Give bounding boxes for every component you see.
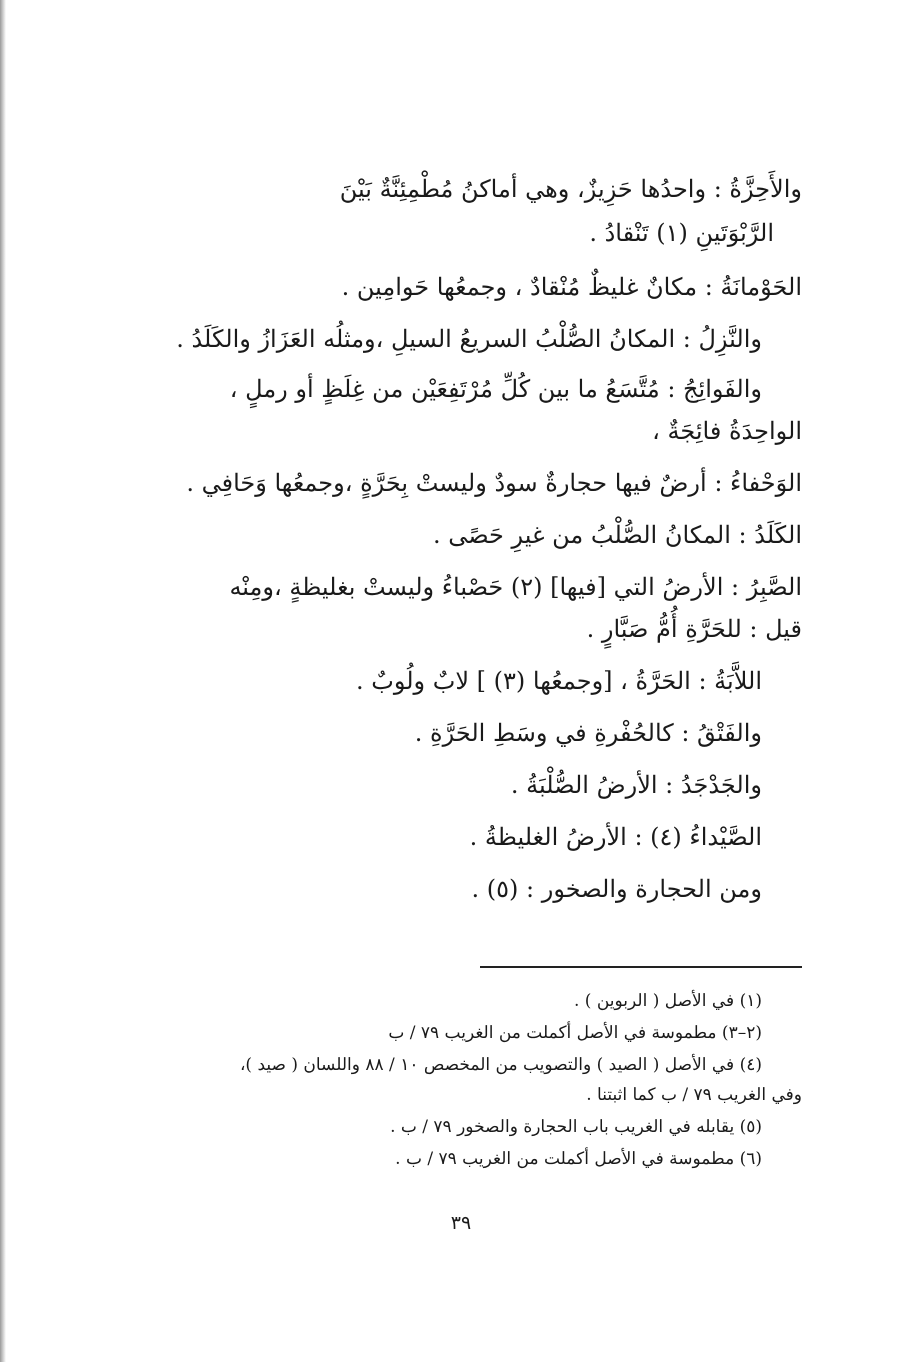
text-line: والأَحِزَّةُ : واحدُها حَزِيزٌ، وهي أماكنُ مُطْمِئِنَّةٌ بَيْنَ [339, 175, 802, 203]
footnote: (٥) يقابله في الغريب باب الحجارة والصخور ٧٩ / ب . [390, 1117, 762, 1137]
text-line: الواحِدَةُ فائِجَةٌ ، [652, 417, 802, 445]
text-line: الوَحْفاءُ : أرضٌ فيها حجارةٌ سودٌ وليستْ بِحَرَّةٍ ،وجمعُها وَحَافِي . [186, 469, 802, 497]
footnote: (٢–٣) مطموسة في الأصل أكملت من الغريب ٧٩ / ب [388, 1023, 762, 1043]
text-line: والفَتْقُ : كالحُفْرةِ في وسَطِ الحَرَّةِ . [414, 719, 762, 747]
footnote-divider [480, 966, 802, 968]
text-line: الرَّبْوَتَينِ (١) تَنْقادُ . [589, 219, 774, 247]
footnotes [170, 988, 802, 1172]
text-line: والفَوائِجُ : مُتَّسَعُ ما بين كُلِّ مُرْتَفِعَيْن من غِلَظٍ أو رملٍ ، [229, 375, 762, 403]
footnote: (٦) مطموسة في الأصل أكملت من الغريب ٧٩ / ب . [395, 1149, 762, 1169]
text-line: والنَّزِلُ : المكانُ الصُّلْبُ السريعُ السيلِ ،ومثلُه العَزَازُ والكَلَدُ . [176, 325, 762, 353]
page-number: ٣٩ [450, 1212, 472, 1234]
text-line: ومن الحجارة والصخور : (٥) . [471, 875, 762, 903]
text-line: الحَوْمانَةُ : مكانٌ غليظٌ مُنْقادٌ ، وجمعُها حَوامِين . [341, 273, 802, 301]
text-line: الصَّيْداءُ (٤) : الأرضُ الغليظةُ . [469, 823, 762, 851]
text-line: اللاَّبَةُ : الحَرَّةُ ، [وجمعُها (٣) ] لابٌ ولُوبٌ . [355, 667, 762, 695]
footnote: وفي الغريب ٧٩ / ب كما اثبتنا . [586, 1085, 802, 1105]
text-line: الكَلَدُ : المكانُ الصُّلْبُ من غيرِ حَصًى . [432, 521, 802, 549]
footnote: (١) في الأصل ( الربوين ) . [574, 991, 762, 1011]
text-line: الصَّبِرُ : الأرضُ التي [فيها] (٢) حَصْباءُ وليستْ بغليظةٍ ،ومِنْه [229, 573, 802, 601]
text-line: قيل : للحَرَّةِ أُمُّ صَبَّارٍ . [586, 615, 802, 643]
scan-edge-shadow [0, 0, 6, 1362]
footnote: (٤) في الأصل ( الصيد ) والتصويب من المخصص ١٠ / ٨٨ واللسان ( صيد )، [239, 1055, 762, 1075]
main-text [170, 160, 802, 904]
text-line: والجَدْجَدُ : الأرضُ الصُّلْبَةُ . [510, 771, 762, 799]
